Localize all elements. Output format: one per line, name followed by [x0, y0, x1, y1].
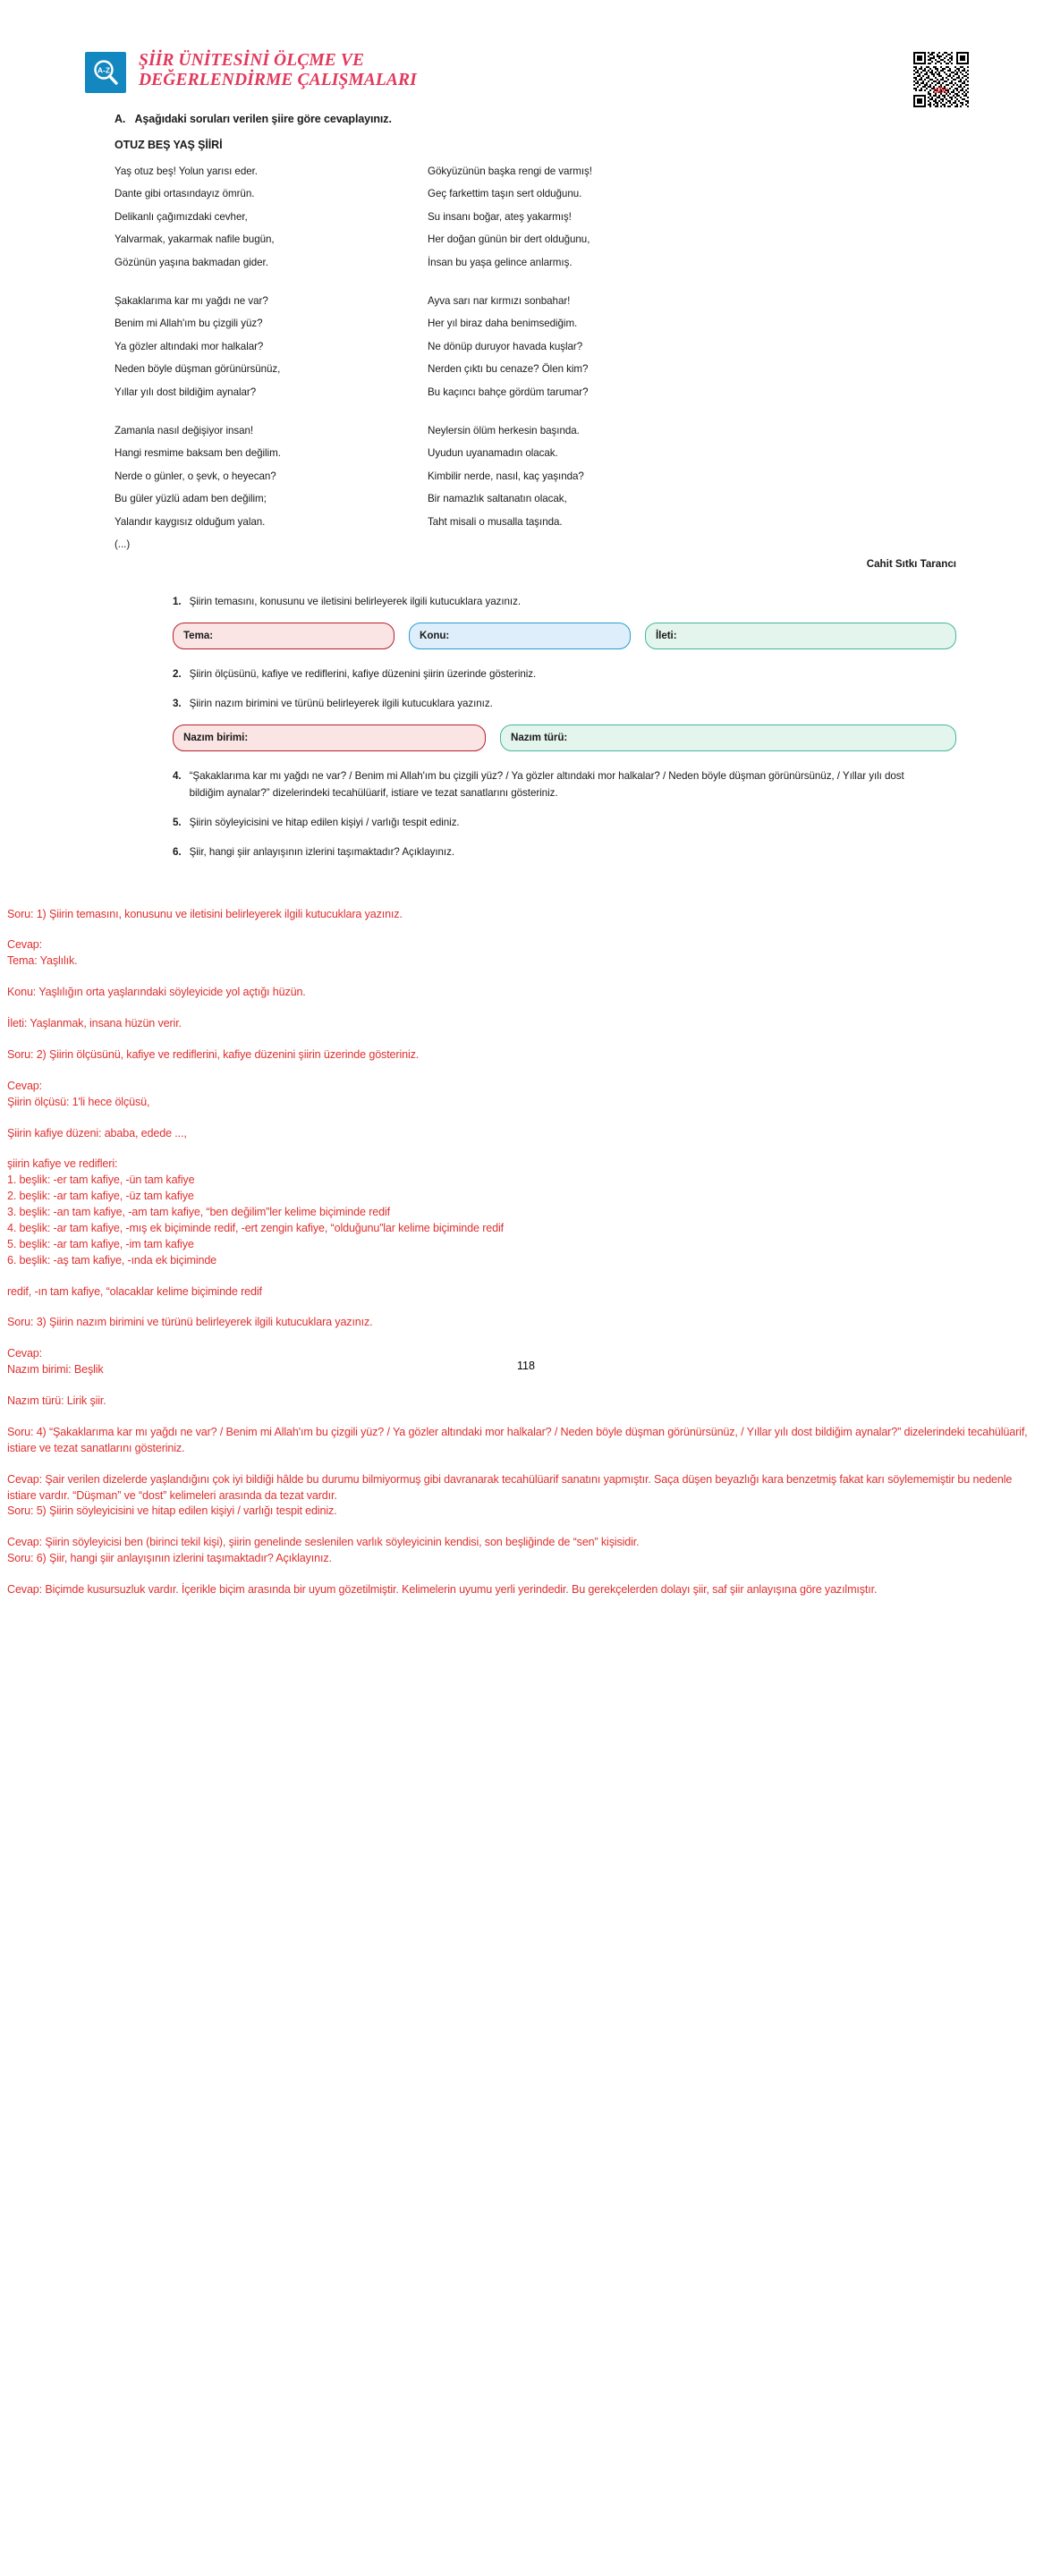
poem-line: Bir namazlık saltanatın olacak,	[428, 493, 567, 505]
poem-line: Yıllar yılı dost bildiğim aynalar?	[115, 386, 257, 398]
answer-spacer	[7, 1141, 1039, 1157]
poem-line: Su insanı boğar, ateş yakarmış!	[428, 210, 572, 223]
poem-line: Neylersin ölüm herkesin başında.	[428, 425, 580, 437]
worksheet-page	[0, 0, 1052, 860]
page-title-line-2: DEĞERLENDİRME ÇALIŞMALARI	[139, 71, 417, 90]
question-text: Şiirin temasını, konusunu ve iletisini belirleyerek ilgili kutucuklara yazınız.	[189, 595, 522, 607]
answer-line: 5. beşlik: -ar tam kafiye, -im tam kafiye	[7, 1237, 194, 1250]
answer-spacer	[7, 970, 1039, 985]
poem-line: Gözünün yaşına bakmadan gider.	[115, 256, 268, 268]
answer-line: Cevap:	[7, 1347, 43, 1360]
poem-line: Şakaklarıma kar mı yağdı ne var?	[115, 295, 268, 308]
answer-line: Şiirin kafiye düzeni: ababa, edede ...,	[7, 1126, 187, 1140]
answer-line: Cevap: Şair verilen dizelerde yaşlandığını çok iyi bildiği hâlde bu durumu bilmiyormuş gibi davranarak tecahülüarif sanatını yapmıştır. Saça düşen beyazlığı kara benzetmiş fakat karı söylememiştir bu nedenle istiare vardır. “Düşman” ve “dost” kelimeleri arasında da tezat vardır.	[7, 1472, 1013, 1502]
question-number: 4.	[173, 769, 182, 782]
section-a-instruction	[85, 113, 967, 125]
answer-line: Soru: 4) “Şakaklarıma kar mı yağdı ne var? / Benim mi Allah'ım bu çizgili yüz? / Ya gözler altındaki mor halkalar? / Neden böyle düşman görünürsünüz, / Yıllar yılı dost bildiğim aynalar?” dizelerindeki tecahülüarif, istiare ve tezat sanatlarını gösteriniz.	[7, 1425, 1028, 1454]
answer-line: Nazım türü: Lirik şiir.	[7, 1394, 106, 1407]
answer-line: Soru: 2) Şiirin ölçüsünü, kafiye ve rediflerini, kafiye düzenini şiirin üzerinde gösteriniz.	[7, 1047, 420, 1061]
answer-line: Nazım birimi: Beşlik	[7, 1363, 104, 1377]
poem-line: Kimbilir nerde, nasıl, kaç yaşında?	[428, 470, 584, 482]
section-a-label: A.	[115, 113, 126, 125]
poem-line: Zamanla nasıl değişiyor insan!	[115, 425, 254, 437]
answer-box[interactable]	[173, 724, 486, 751]
poem-line: Her yıl biraz daha benimsediğim.	[428, 318, 578, 330]
poem-line: Dante gibi ortasındayız ömrün.	[115, 188, 255, 200]
poem-line: Bu kaçıncı bahçe gördüm tarumar?	[428, 386, 589, 398]
poem-line: İnsan bu yaşa gelince anlarmış.	[428, 256, 573, 268]
answer-line: 1. beşlik: -er tam kafiye, -ün tam kafiye	[7, 1174, 195, 1187]
answer-line: 4. beşlik: -ar tam kafiye, -mış ek biçiminde redif, -ert zengin kafiye, “olduğunu”lar kelime biçiminde redif	[7, 1221, 504, 1234]
poet-name: Cahit Sıtkı Tarancı	[866, 557, 956, 570]
poem-line: Her doğan günün bir dert olduğunu,	[428, 233, 590, 246]
answer-spacer	[7, 1063, 1039, 1079]
answer-line: Şiirin ölçüsü: 1'li hece ölçüsü,	[7, 1095, 150, 1108]
question-number: 3.	[173, 697, 182, 709]
question-number: 2.	[173, 667, 182, 680]
question-text: Şiirin nazım birimini ve türünü belirleyerek ilgili kutucuklara yazınız.	[189, 697, 493, 709]
answer-line: Cevap: Şiirin söyleyicisi ben (birinci tekil kişi), şiirin genelinde seslenilen varlık söyleyicinin kendisi, son beşliğinde de “sen” kişisidir.	[7, 1536, 640, 1549]
page-title-line-1: ŞİİR ÜNİTESİNİ ÖLÇME VE	[139, 51, 365, 70]
poem-stanza-left	[115, 160, 428, 274]
poem-stanza-right	[428, 160, 967, 274]
poem-line: Ya gözler altındaki mor halkalar?	[115, 340, 264, 352]
answer-spacer	[7, 1520, 1039, 1535]
question-text: “Şakaklarıma kar mı yağdı ne var? / Benim mi Allah'ım bu çizgili yüz? / Ya gözler altındaki mor halkalar? / Neden böyle düşman görünürsünüz, / Yıllar yılı dost bildiğim aynalar?” dizelerindeki tecahülüarif, istiare ve tezat sanatlarını gösteriniz.	[189, 769, 904, 799]
poem-line: Nerde o günler, o şevk, o heyecan?	[115, 470, 276, 482]
stanza-spacer	[115, 403, 967, 419]
poem-line: Geç farkettim taşın sert olduğunu.	[428, 188, 582, 200]
answer-box-label: Konu:	[420, 630, 450, 641]
answer-box-label: Nazım türü:	[511, 732, 568, 743]
answer-spacer	[7, 1300, 1039, 1315]
poem-line: Yalvarmak, yakarmak nafile bugün,	[115, 233, 275, 246]
poem-stanza-right	[428, 419, 967, 555]
answer-line: Soru: 1) Şiirin temasını, konusunu ve iletisini belirleyerek ilgili kutucuklara yazınız.	[7, 907, 403, 920]
question-number: 6.	[173, 845, 182, 858]
answer-line: Cevap: Biçimde kusursuzluk vardır. İçerikle biçim arasında bir uyum gözetilmiştir. Kelimelerin uyumu yerli yerindedir. Bu gerekçelerden dolayı şiir, saf şiir anlayışına göre yazılmıştır.	[7, 1583, 878, 1596]
answer-line: 6. beşlik: -aş tam kafiye, -ında ek biçiminde	[7, 1253, 217, 1267]
poem-line: Bu güler yüzlü adam ben değilim;	[115, 493, 267, 505]
svg-text:A-Z: A-Z	[97, 65, 111, 75]
poem-line: Delikanlı çağımızdaki cevher,	[115, 210, 248, 223]
answer-box-label: Tema:	[183, 630, 214, 641]
page-title	[139, 49, 417, 91]
answer-line: Cevap:	[7, 1079, 43, 1092]
poem-line: Benim mi Allah'ım bu çizgili yüz?	[115, 318, 263, 330]
stanza-spacer	[115, 274, 967, 290]
poem-stanza-left	[115, 290, 428, 403]
question-item	[99, 814, 967, 831]
poem-line: Hangi resmime baksam ben değilim.	[115, 447, 281, 460]
qr-overlay-label: abc	[933, 83, 949, 96]
answer-box-row	[173, 724, 967, 751]
poem-line: Ne dönüp duruyor havada kuşlar?	[428, 340, 583, 352]
poem-line: Nerden çıktı bu cenaze? Ölen kim?	[428, 363, 589, 376]
poem-stanza-left	[115, 419, 428, 555]
question-text: Şiirin ölçüsünü, kafiye ve rediflerini, kafiye düzenini şiirin üzerinde gösteriniz.	[189, 667, 537, 680]
answer-box[interactable]	[500, 724, 956, 751]
answer-spacer	[7, 1032, 1039, 1047]
answer-line: redif, -ın tam kafiye, “olacaklar kelime biçiminde redif	[7, 1284, 262, 1298]
answer-box[interactable]	[645, 623, 956, 649]
poem-line: (...)	[115, 538, 131, 551]
poem-line: Uyudun uyanamadın olacak.	[428, 447, 558, 460]
answer-box-row	[173, 623, 967, 649]
answer-box[interactable]	[409, 623, 631, 649]
answer-spacer	[7, 1567, 1039, 1582]
answer-line: 2. beşlik: -ar tam kafiye, -üz tam kafiye	[7, 1190, 194, 1203]
answer-line: İleti: Yaşlanmak, insana hüzün verir.	[7, 1017, 182, 1030]
answer-spacer	[7, 922, 1039, 937]
poem-line: Yaş otuz beş! Yolun yarısı eder.	[115, 165, 258, 177]
poem-line: Ayva sarı nar kırmızı sonbahar!	[428, 295, 571, 308]
answer-line: Tema: Yaşlılık.	[7, 954, 78, 968]
answer-spacer	[7, 1111, 1039, 1126]
answer-line: Soru: 5) Şiirin söyleyicisini ve hitap edilen kişiyi / varlığı tespit ediniz.	[7, 1504, 337, 1518]
question-number: 1.	[173, 595, 182, 607]
qr-code[interactable]	[913, 52, 969, 107]
search-az-icon	[85, 52, 126, 93]
answer-spacer	[7, 1410, 1039, 1425]
answer-spacer	[7, 1269, 1039, 1284]
answer-key	[0, 907, 1052, 1625]
answer-line: Soru: 6) Şiir, hangi şiir anlayışının izlerini taşımaktadır? Açıklayınız.	[7, 1552, 332, 1565]
poem-line: Taht misali o musalla taşında.	[428, 515, 563, 528]
answer-spacer	[7, 1457, 1039, 1472]
question-item	[99, 695, 967, 712]
poem-line: Gökyüzünün başka rengi de varmış!	[428, 165, 592, 177]
answer-box-label: İleti:	[656, 630, 677, 641]
worksheet-header	[85, 49, 967, 96]
page-number: 118	[517, 1360, 535, 1372]
answer-box[interactable]	[173, 623, 394, 649]
poem-line: Neden böyle düşman görünürsünüz,	[115, 363, 281, 376]
answer-spacer	[7, 1378, 1039, 1394]
answer-line: Soru: 3) Şiirin nazım birimini ve türünü belirleyerek ilgili kutucuklara yazınız.	[7, 1316, 373, 1329]
question-text: Şiirin söyleyicisini ve hitap edilen kişiyi / varlığı tespit ediniz.	[189, 816, 460, 828]
answer-spacer	[7, 1331, 1039, 1346]
poem-stanza-right	[428, 290, 967, 403]
question-item	[99, 843, 967, 860]
question-item	[99, 665, 967, 682]
section-a-text: Aşağıdaki soruları verilen şiire göre cevaplayınız.	[134, 113, 392, 125]
answer-line: Cevap:	[7, 938, 43, 952]
answer-line: şiirin kafiye ve redifleri:	[7, 1157, 118, 1171]
question-text: Şiir, hangi şiir anlayışının izlerini taşımaktadır? Açıklayınız.	[189, 845, 455, 858]
answer-line: 3. beşlik: -an tam kafiye, -am tam kafiye, “ben değilim”ler kelime biçiminde redif	[7, 1206, 390, 1218]
poem-body	[85, 160, 967, 570]
question-item	[99, 593, 967, 610]
question-item	[99, 767, 967, 801]
answer-line: Konu: Yaşlılığın orta yaşlarındaki söyleyicide yol açtığı hüzün.	[7, 986, 306, 999]
poem-title: OTUZ BEŞ YAŞ ŞİİRİ	[115, 139, 223, 151]
questions-list	[85, 593, 967, 860]
poem-line: Yalandır kaygısız olduğum yalan.	[115, 515, 266, 528]
answer-spacer	[7, 1001, 1039, 1016]
answer-box-label: Nazım birimi:	[183, 732, 249, 743]
question-number: 5.	[173, 816, 182, 828]
